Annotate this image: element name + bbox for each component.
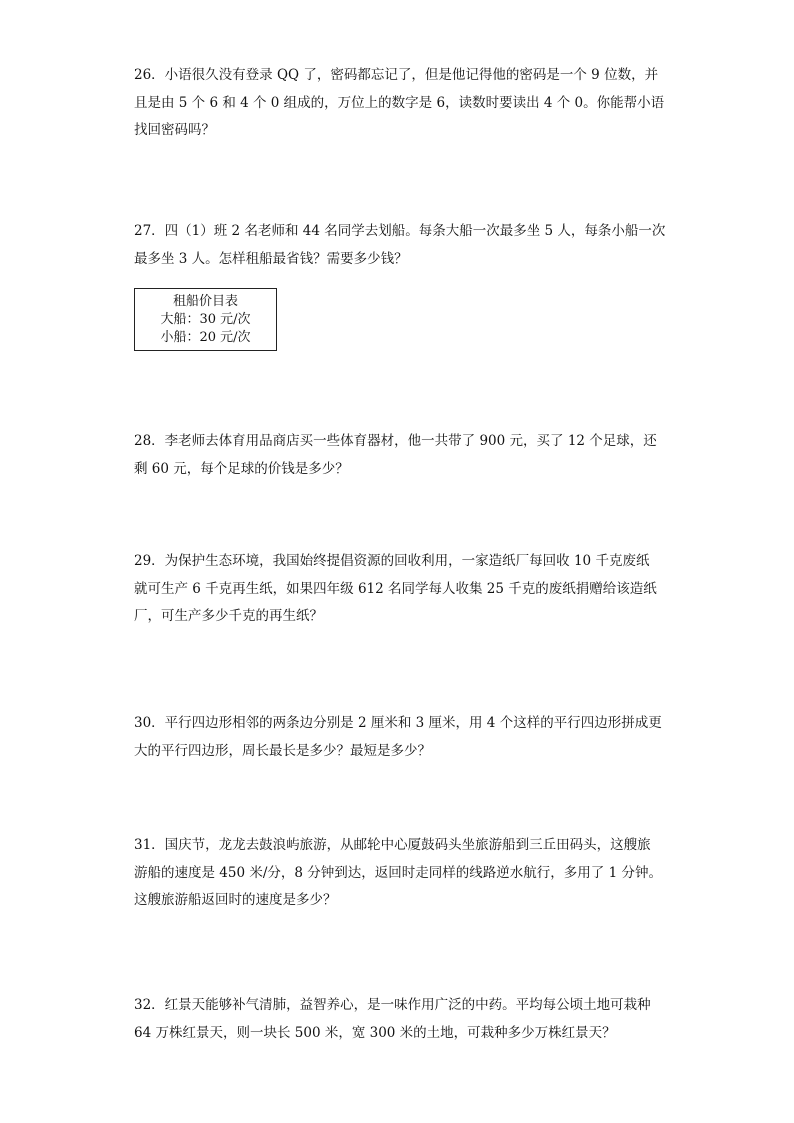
price-table-big-boat: 大船：30 元/次 xyxy=(160,312,251,327)
problem-31-line-2: 游船的速度是 450 米/分，8 分钟到达，返回时走同样的线路逆水航行，多用了 1 分钟。 xyxy=(134,864,662,881)
problem-32-line-1: 32．红景天能够补气清肺，益智养心，是一味作用广泛的中药。平均每公顷土地可栽种 xyxy=(134,997,651,1013)
problem-29-line-2: 就可生产 6 千克再生纸，如果四年级 612 名同学每人收集 25 千克的废纸捐赠给该造纸 xyxy=(134,580,657,597)
problem-26 xyxy=(134,62,665,145)
problem-28 xyxy=(134,428,662,483)
problem-31-line-1: 31．国庆节，龙龙去鼓浪屿旅游，从邮轮中心厦鼓码头坐旅游船到三丘田码头，这艘旅 xyxy=(134,837,651,853)
problem-31 xyxy=(134,832,662,915)
problem-27-line-2: 最多坐 3 人。怎样租船最省钱？需要多少钱？ xyxy=(134,250,408,267)
problem-27 xyxy=(134,218,666,273)
price-table-title: 租船价目表 xyxy=(172,294,238,309)
problem-26-line-1: 26．小语很久没有登录 QQ 了，密码都忘记了，但是他记得他的密码是一个 9 位数，并 xyxy=(134,67,659,83)
problem-28-line-1: 28．李老师去体育用品商店买一些体育器材，他一共带了 900 元，买了 12 个足球，还 xyxy=(134,433,657,449)
problem-30-line-2: 大的平行四边形，周长最长是多少？最短是多少？ xyxy=(134,742,431,759)
problem-29 xyxy=(134,548,662,631)
problem-28-line-2: 剩 60 元，每个足球的价钱是多少？ xyxy=(134,460,349,477)
boat-price-table xyxy=(134,288,277,351)
problem-30-line-1: 30．平行四边形相邻的两条边分别是 2 厘米和 3 厘米，用 4 个这样的平行四边形拼成更 xyxy=(134,715,662,731)
problem-26-line-2: 且是由 5 个 6 和 4 个 0 组成的，万位上的数字是 6，读数时要读出 4 个 0。你能帮小语 xyxy=(134,94,665,111)
problem-29-line-1: 29．为保护生态环境，我国始终提倡资源的回收利用，一家造纸厂每回收 10 千克废纸 xyxy=(134,553,650,569)
problem-29-line-3: 厂，可生产多少千克的再生纸？ xyxy=(134,608,323,624)
problem-32-line-2: 64 万株红景天，则一块长 500 米，宽 300 米的土地，可栽种多少万株红景天？ xyxy=(134,1024,616,1041)
problem-27-line-1: 27．四（1）班 2 名老师和 44 名同学去划船。每条大船一次最多坐 5 人，每条小船一次 xyxy=(134,223,666,239)
price-table-small-boat: 小船：20 元/次 xyxy=(160,330,251,345)
problem-32 xyxy=(134,992,662,1047)
problem-31-line-3: 这艘旅游船返回时的速度是多少？ xyxy=(134,892,337,908)
problem-26-line-3: 找回密码吗？ xyxy=(134,122,215,138)
problem-30 xyxy=(134,710,662,765)
